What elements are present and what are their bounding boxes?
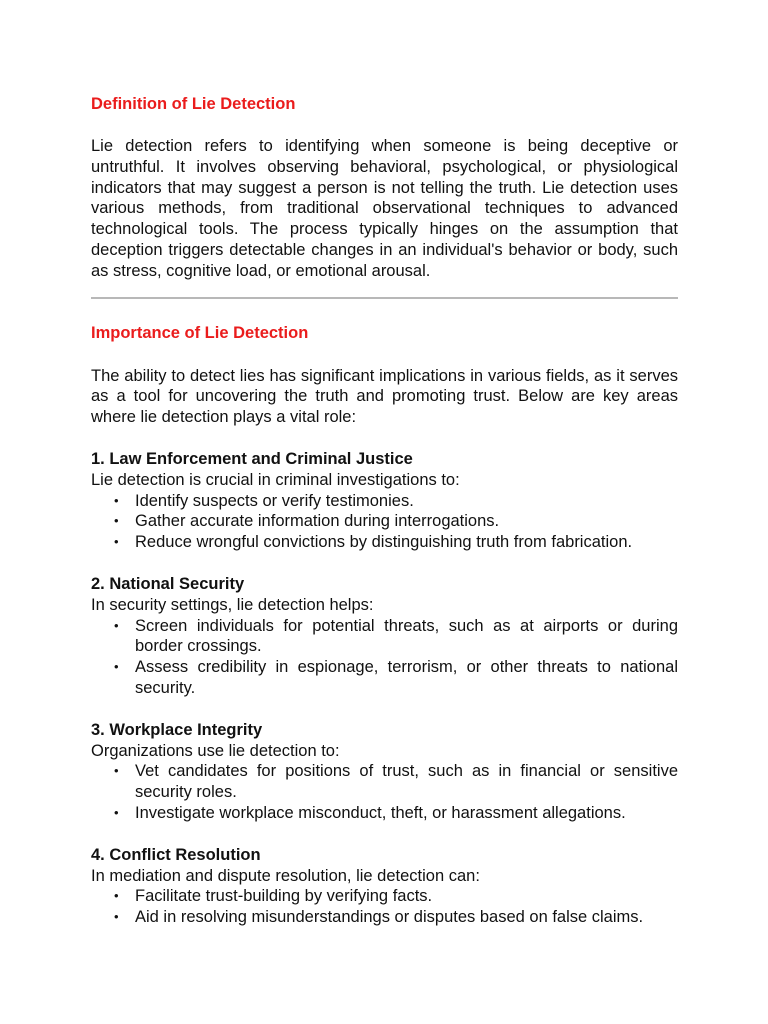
- list-item: • Screen individuals for potential threats, such as at airports or during border crossings.: [114, 616, 678, 656]
- list-item: • Vet candidates for positions of trust, such as in financial or sensitive security roles.: [114, 762, 678, 802]
- bullet-icon: •: [114, 513, 119, 529]
- area-bullet-list: [91, 491, 678, 553]
- bullet-icon: •: [114, 763, 119, 779]
- area-workplace-integrity: [91, 720, 678, 824]
- definition-heading: Definition of Lie Detection: [91, 95, 296, 113]
- area-lead: Organizations use lie detection to:: [91, 741, 340, 760]
- bullet-icon: •: [114, 909, 119, 925]
- area-bullet-list: [91, 886, 678, 928]
- definition-paragraph: Lie detection refers to identifying when someone is being deceptive or untruthful. It involves observing behavioral, psychological, or physiological indicators that may suggest a person is not telling the truth. Lie detection uses various methods, from traditional observational techniques to advanced technological tools. The process typically hinges on the assumption that deception triggers detectable changes in an individual's behavior or body, such as stress, cognitive load, or emotional arousal.: [91, 137, 678, 280]
- area-bullet-list: [91, 616, 678, 699]
- area-lead: In mediation and dispute resolution, lie detection can:: [91, 866, 480, 885]
- area-law-enforcement: [91, 449, 678, 553]
- area-national-security: [91, 574, 678, 699]
- list-item: • Gather accurate information during interrogations.: [114, 512, 500, 531]
- list-item: • Identify suspects or verify testimonies.: [114, 491, 414, 510]
- section-divider: [91, 297, 678, 299]
- bullet-icon: •: [114, 534, 119, 550]
- list-item: • Assess credibility in espionage, terrorism, or other threats to national security.: [114, 658, 678, 697]
- area-title: 4. Conflict Resolution: [91, 845, 261, 864]
- bullet-icon: •: [114, 888, 119, 904]
- list-item: • Reduce wrongful convictions by distinguishing truth from fabrication.: [114, 533, 633, 552]
- area-title: 1. Law Enforcement and Criminal Justice: [91, 449, 413, 468]
- list-item: • Investigate workplace misconduct, theft, or harassment allegations.: [114, 803, 626, 822]
- bullet-icon: •: [114, 492, 119, 508]
- list-item: • Aid in resolving misunderstandings or disputes based on false claims.: [114, 908, 644, 927]
- bullet-icon: •: [114, 617, 119, 633]
- area-lead: Lie detection is crucial in criminal investigations to:: [91, 470, 460, 489]
- area-title: 2. National Security: [91, 574, 245, 593]
- area-bullet-list: [91, 761, 678, 823]
- importance-intro: The ability to detect lies has significant implications in various fields, as it serves as a tool for uncovering the truth and promoting trust. Below are key areas where lie detection plays a vital role:: [91, 366, 678, 427]
- area-conflict-resolution: [91, 845, 678, 928]
- bullet-icon: •: [114, 804, 119, 820]
- area-lead: In security settings, lie detection helps:: [91, 595, 374, 614]
- area-title: 3. Workplace Integrity: [91, 720, 263, 739]
- bullet-icon: •: [114, 659, 119, 675]
- document-page: [91, 0, 678, 928]
- list-item: • Facilitate trust-building by verifying facts.: [114, 887, 433, 906]
- importance-heading: Importance of Lie Detection: [91, 323, 309, 342]
